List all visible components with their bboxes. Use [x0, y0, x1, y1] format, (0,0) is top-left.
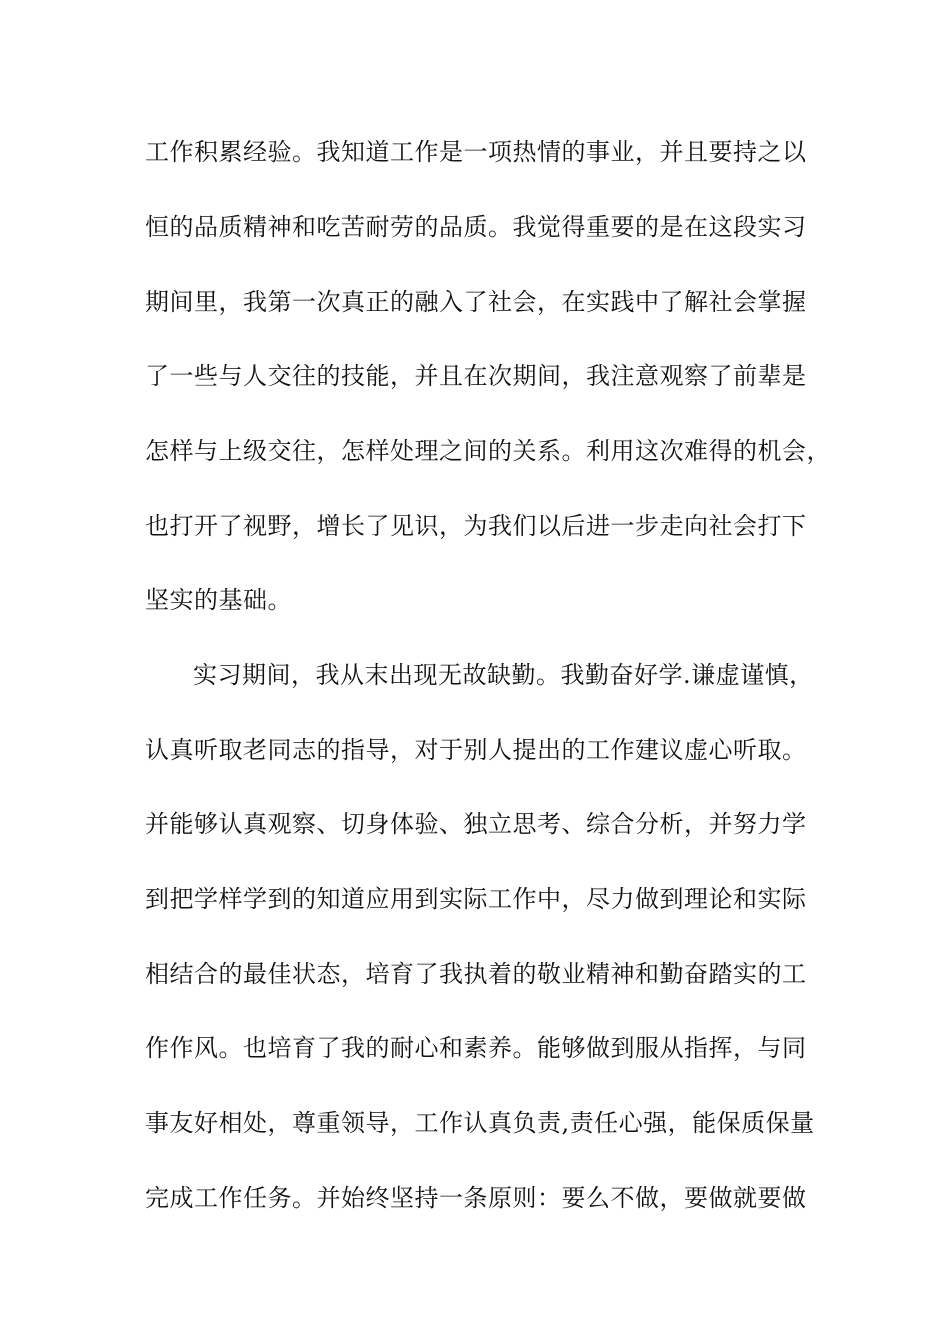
paragraph-2-line-2: 认真听取老同志的指导，对于别人提出的工作建议虚心听取。 — [145, 736, 807, 764]
paragraph-1-line-4: 了一些与人交往的技能，并且在次期间，我注意观察了前辈是 — [145, 362, 807, 390]
paragraph-2-line-4: 到把学样学到的知道应用到实际工作中，尽力做到理论和实际 — [145, 885, 807, 913]
paragraph-1-line-1: 工作积累经验。我知道工作是一项热情的事业，并且要持之以 — [145, 138, 807, 166]
paragraph-2-line-3: 并能够认真观察、切身体验、独立思考、综合分析，并努力学 — [145, 810, 807, 838]
paragraph-2-line-6: 作作风。也培育了我的耐心和素养。能够做到服从指挥，与同 — [145, 1034, 807, 1062]
paragraph-2-line-8: 完成工作任务。并始终坚持一条原则：要么不做，要做就要做 — [145, 1184, 807, 1212]
paragraph-2-line-5: 相结合的最佳状态，培育了我执着的敬业精神和勤奋踏实的工 — [145, 960, 807, 988]
paragraph-1-line-5: 怎样与上级交往，怎样处理之间的关系。利用这次难得的机会， — [145, 437, 831, 465]
paragraph-1-line-7: 坚实的基础。 — [145, 586, 292, 614]
paragraph-2-line-7: 事友好相处，尊重领导，工作认真负责,责任心强，能保质保量 — [145, 1109, 815, 1137]
paragraph-2-line-1: 实习期间，我从末出现无故缺勤。我勤奋好学.谦虚谨慎， — [193, 661, 814, 689]
paragraph-1-line-6: 也打开了视野，增长了见识，为我们以后进一步走向社会打下 — [145, 512, 807, 540]
paragraph-1-line-2: 恒的品质精神和吃苦耐劳的品质。我觉得重要的是在这段实习 — [145, 213, 807, 241]
paragraph-1-line-3: 期间里，我第一次真正的融入了社会，在实践中了解社会掌握 — [145, 288, 807, 316]
